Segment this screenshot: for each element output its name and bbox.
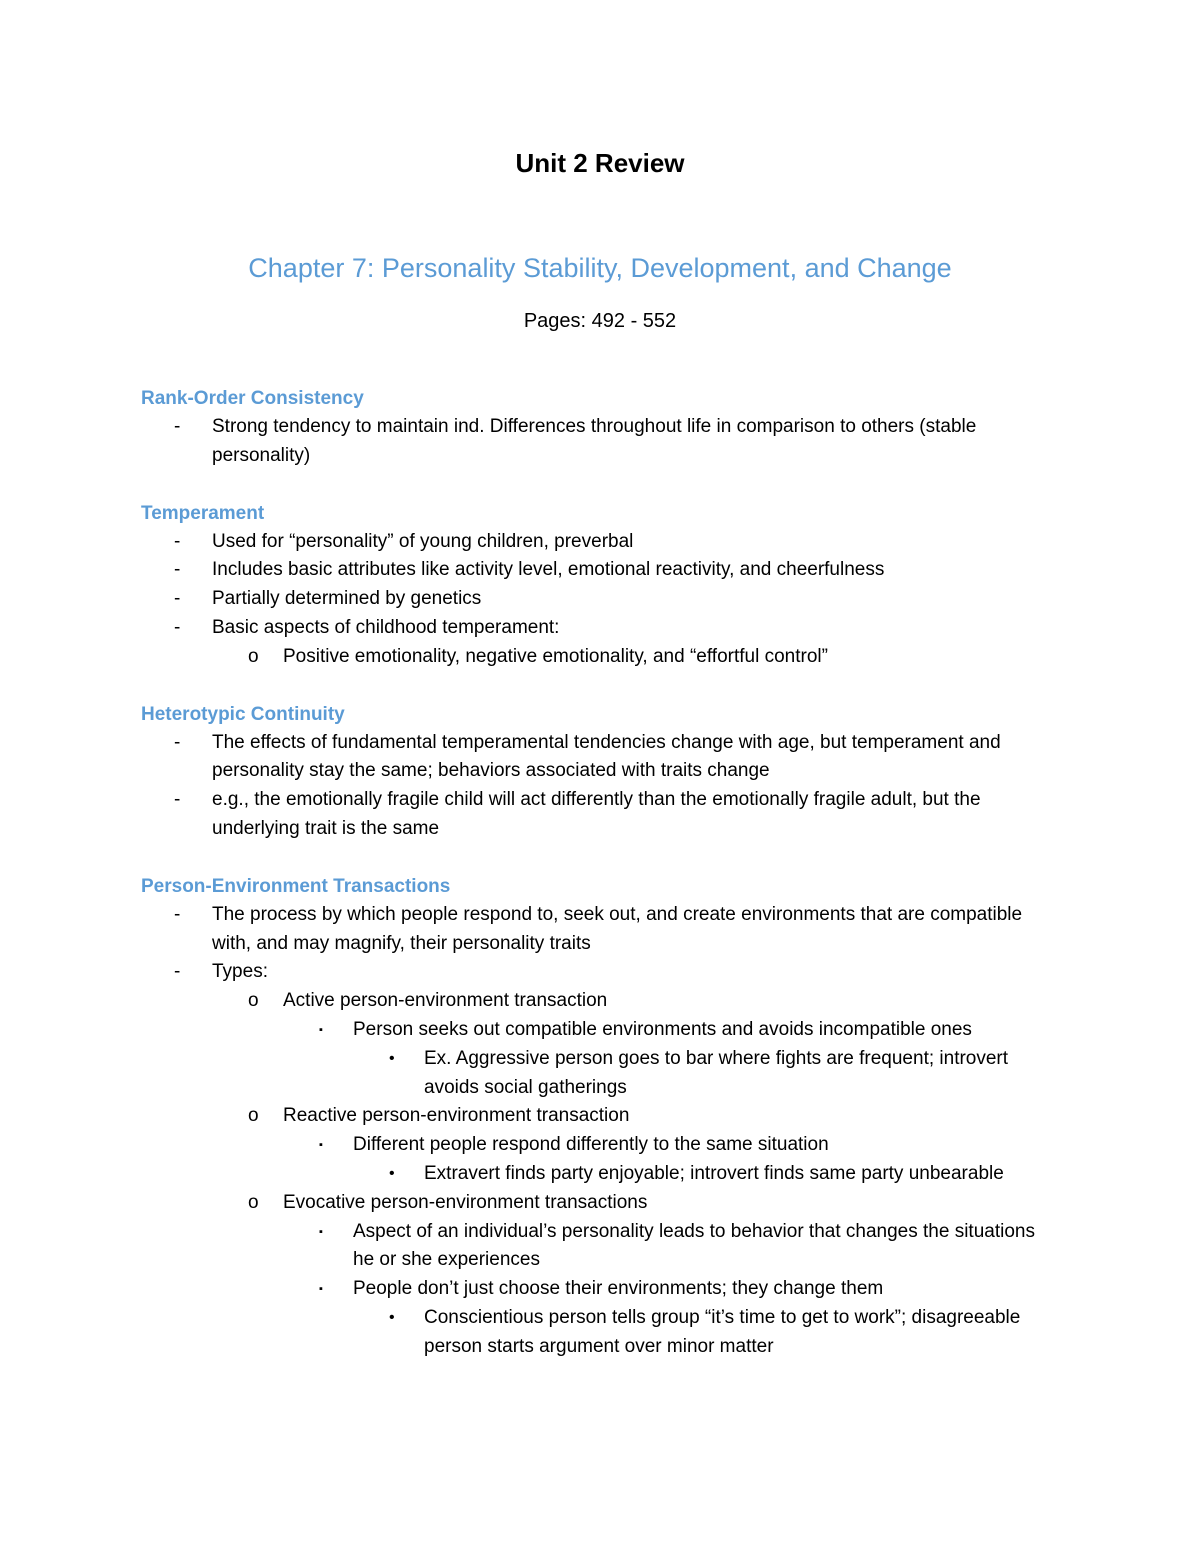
sub-sub-list-item: [141, 1275, 1061, 1304]
list-item: [141, 729, 1061, 787]
sub-sub-list-item: [141, 1131, 1061, 1160]
list-item-text: Person seeks out compatible environments and avoids incompatible ones: [353, 1018, 972, 1040]
list-item-text: Evocative person-environment transactions: [283, 1191, 648, 1213]
list-item-text: Different people respond differently to the same situation: [353, 1134, 829, 1156]
section-heading: Person-Environment Transactions: [141, 875, 451, 897]
example-list-item: [141, 1045, 1061, 1103]
list-item: [141, 585, 1061, 614]
sub-list-item: [141, 643, 1061, 672]
section-heading: Temperament: [141, 502, 265, 524]
sub-list-item: [141, 1102, 1061, 1131]
section-person-environment-transactions: [141, 872, 1061, 1362]
page-range: Pages: 492 - 552: [523, 310, 677, 332]
list-item: [141, 786, 1061, 844]
list-item-text: People don’t just choose their environments; they change them: [353, 1278, 884, 1300]
sub-sub-list-item: [141, 1218, 1061, 1276]
dash-bullet-icon: -: [174, 903, 181, 925]
section-heterotypic-continuity: [141, 700, 1061, 844]
notes-content: [141, 384, 1061, 1390]
sub-list-item: [141, 987, 1061, 1016]
square-bullet-icon: ▪: [319, 1023, 323, 1036]
list-item-text: Active person-environment transaction: [283, 990, 608, 1012]
section-rank-order-consistency: [141, 384, 1061, 471]
circle-bullet-icon: o: [248, 645, 259, 667]
example-list-item: [141, 1160, 1061, 1189]
circle-bullet-icon: o: [248, 1105, 259, 1127]
dot-bullet-icon: •: [389, 1049, 395, 1067]
list-item: [141, 556, 1061, 585]
list-item-text: e.g., the emotionally fragile child will act differently than the emotionally fragile adult, but the underlying trait is the same: [212, 789, 981, 839]
circle-bullet-icon: o: [248, 990, 259, 1012]
list-item-text: Used for “personality” of young children, preverbal: [212, 530, 634, 552]
list-item-text: Strong tendency to maintain ind. Differences throughout life in comparison to others (stable personality): [212, 416, 977, 466]
dot-bullet-icon: •: [389, 1308, 395, 1326]
section-temperament: [141, 499, 1061, 672]
list-item-text: The process by which people respond to, seek out, and create environments that are compatible with, and may magnify, their personality traits: [212, 903, 1023, 954]
list-item-text: Conscientious person tells group “it’s time to get to work”; disagreeable person starts argument over minor matter: [424, 1306, 1021, 1357]
list-item: [141, 614, 1061, 643]
dot-bullet-icon: •: [389, 1164, 395, 1182]
dash-bullet-icon: -: [174, 559, 181, 581]
sub-list-item: [141, 1189, 1061, 1218]
document-title: Unit 2 Review: [515, 148, 685, 178]
square-bullet-icon: ▪: [319, 1225, 323, 1238]
dash-bullet-icon: -: [174, 961, 181, 983]
dash-bullet-icon: -: [174, 530, 181, 552]
dash-bullet-icon: -: [174, 731, 181, 753]
list-item: [141, 901, 1061, 959]
list-item-text: Basic aspects of childhood temperament:: [212, 616, 560, 638]
list-item-text: Ex. Aggressive person goes to bar where fights are frequent; introvert avoids social gatherings: [424, 1047, 1009, 1098]
list-item-text: Extravert finds party enjoyable; introvert finds same party unbearable: [424, 1162, 1004, 1184]
chapter-title: Chapter 7: Personality Stability, Development, and Change: [248, 253, 952, 283]
dash-bullet-icon: -: [174, 616, 181, 638]
dash-bullet-icon: -: [174, 588, 181, 610]
circle-bullet-icon: o: [248, 1191, 259, 1213]
list-item-text: Types:: [212, 961, 268, 983]
square-bullet-icon: ▪: [319, 1283, 323, 1296]
dash-bullet-icon: -: [174, 789, 181, 811]
list-item-text: Reactive person-environment transaction: [283, 1105, 630, 1127]
example-list-item: [141, 1304, 1061, 1362]
list-item-text: Positive emotionality, negative emotionality, and “effortful control”: [283, 645, 828, 667]
section-heading: Rank-Order Consistency: [141, 388, 364, 409]
list-item: [141, 413, 1061, 471]
dash-bullet-icon: -: [174, 416, 181, 437]
list-item: [141, 958, 1061, 987]
list-item-text: Aspect of an individual’s personality leads to behavior that changes the situations he or she experiences: [353, 1220, 1035, 1271]
section-heading: Heterotypic Continuity: [141, 703, 345, 725]
list-item-text: Partially determined by genetics: [212, 588, 482, 610]
list-item: [141, 528, 1061, 557]
square-bullet-icon: ▪: [319, 1139, 323, 1152]
sub-sub-list-item: [141, 1016, 1061, 1045]
list-item-text: The effects of fundamental temperamental tendencies change with age, but temperament and personality stay the same; behaviors associated with traits change: [212, 731, 1001, 782]
list-item-text: Includes basic attributes like activity level, emotional reactivity, and cheerfulness: [212, 559, 885, 581]
